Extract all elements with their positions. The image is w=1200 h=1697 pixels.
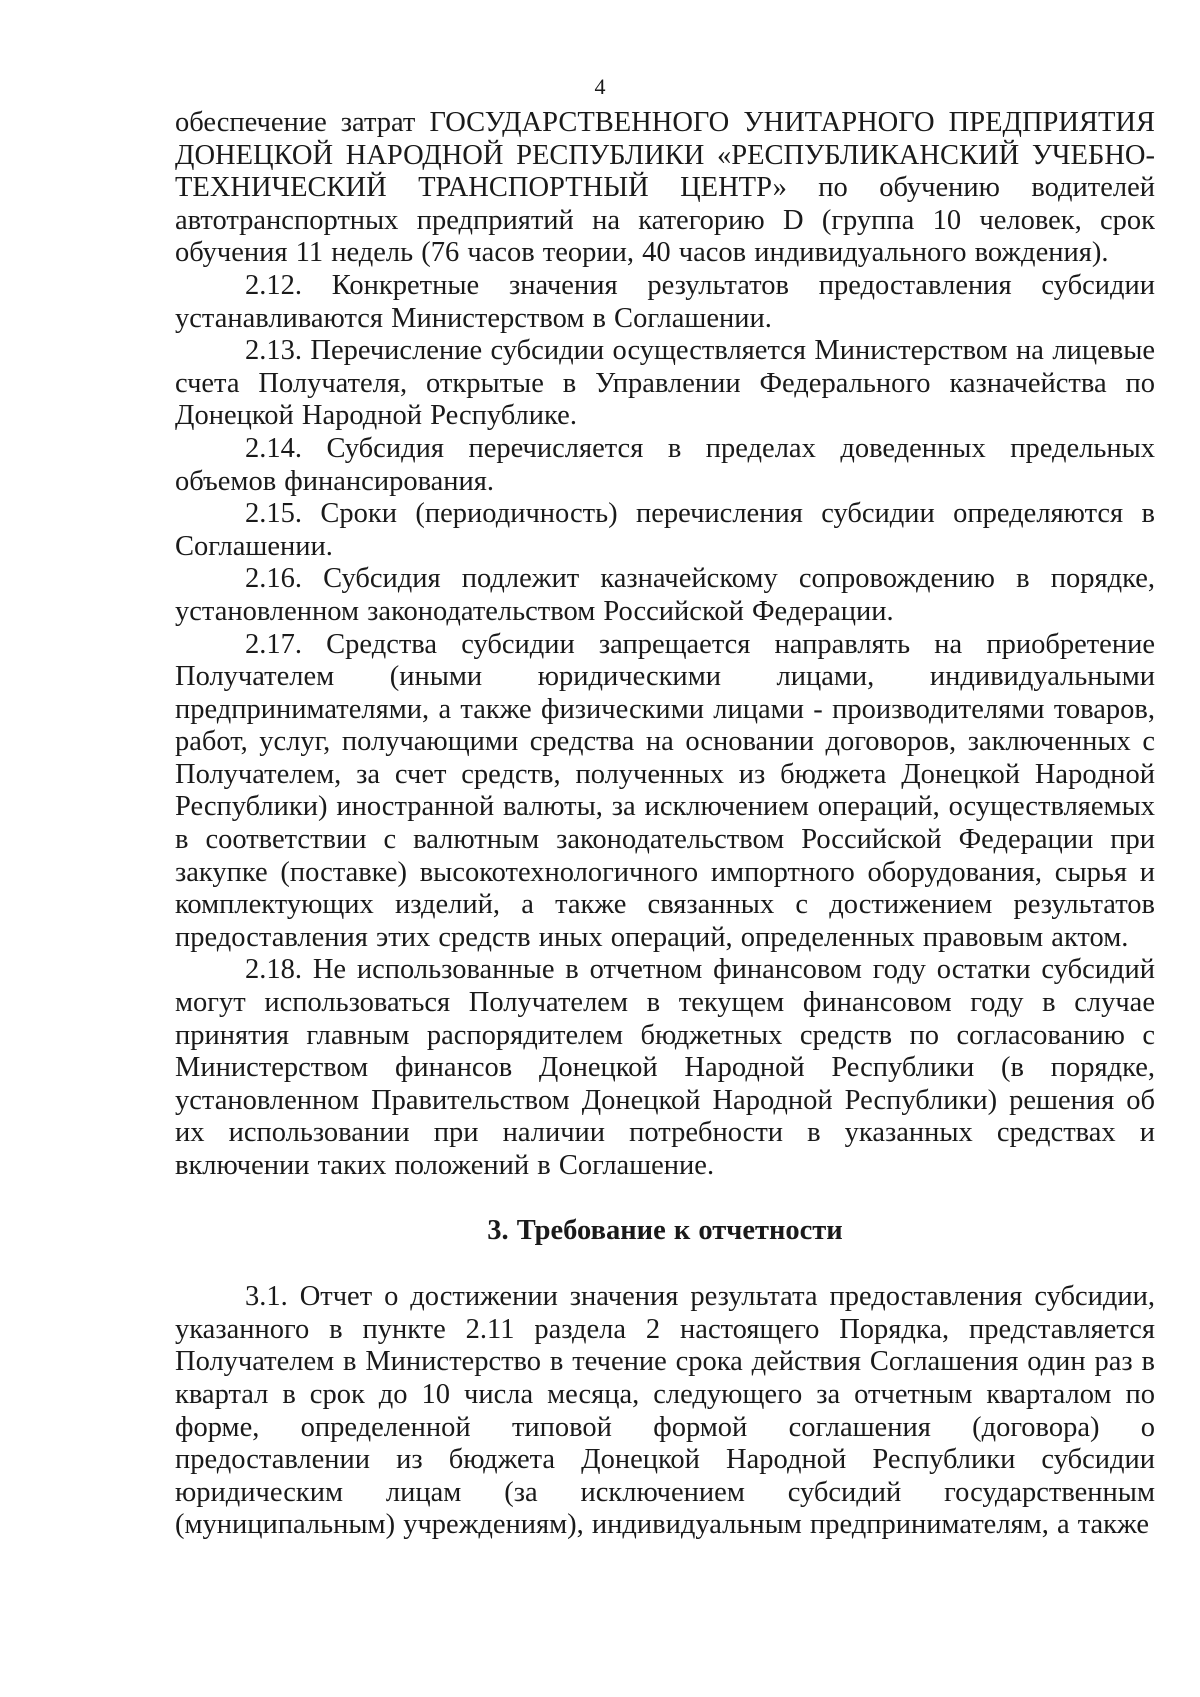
page-number: 4 — [594, 74, 606, 99]
paragraph-2-14: 2.14. Субсидия перечисляется в пределах доведенных предельных объемов финансирования. — [175, 432, 1155, 497]
paragraph-2-16: 2.16. Субсидия подлежит казначейскому сопровождению в порядке, установленном законодательством Российской Федерации. — [175, 563, 1155, 627]
document-body — [175, 107, 1155, 1542]
paragraph-3-1: 3.1. Отчет о достижении значения результата предоставления субсидии, указанного в пункте 2.11 раздела 2 настоящего Порядка, представляется Получателем в Министерство в течение срока действия Соглашения один раз в квартал в срок до 10 числа месяца, следующего за отчетным кварталом по форме, определенной типовой формой соглашения (договора) о предоставлении из бюджета Донецкой Народной Республики субсидии юридическим лицам (за исключением субсидий государственным (муниципальным) учреждениям), индивидуальным предпринимателям, а также — [175, 1281, 1155, 1541]
continuation-paragraph: обеспечение затрат ГОСУДАРСТВЕННОГО УНИТАРНОГО ПРЕДПРИЯТИЯ ДОНЕЦКОЙ НАРОДНОЙ РЕСПУБЛИКИ «РЕСПУБЛИКАНСКИЙ УЧЕБНО-ТЕХНИЧЕСКИЙ ТРАНСПОРТНЫЙ ЦЕНТР» по обучению водителей автотранспортных предприятий на категорию D (группа 10 человек, срок обучения 11 недель (76 часов теории, 40 часов индивидуального вождения). — [175, 107, 1155, 269]
paragraph-2-17: 2.17. Средства субсидии запрещается направлять на приобретение Получателем (иными юридическими лицами, индивидуальными предпринимателями, а также физическими лицами - производителями товаров, работ, услуг, получающими средства на основании договоров, заключенных с Получателем, за счет средств, полученных из бюджета Донецкой Народной Республики) иностранной валюты, за исключением операций, осуществляемых в соответствии с валютным законодательством Российской Федерации при закупке (поставке) высокотехнологичного импортного оборудования, сырья и комплектующих изделий, а также связанных с достижением результатов предоставления этих средств иных операций, определенных правовым актом. — [175, 628, 1155, 953]
paragraph-2-13: 2.13. Перечисление субсидии осуществляется Министерством на лицевые счета Получателя, открытые в Управлении Федерального казначейства по Донецкой Народной Республике. — [175, 335, 1155, 432]
paragraph-2-15: 2.15. Сроки (периодичность) перечисления субсидии определяются в Соглашении. — [175, 498, 1155, 562]
paragraph-2-18: 2.18. Не использованные в отчетном финансовом году остатки субсидий могут использоваться Получателем в текущем финансовом году в случае принятия главным распорядителем бюджетных средств по согласованию с Министерством финансов Донецкой Народной Республики (в порядке, установленном Правительством Донецкой Народной Республики) решения об их использовании при наличии потребности в указанных средствах и включении таких положений в Соглашение. — [175, 954, 1155, 1181]
section-heading: 3. Требование к отчетности — [487, 1214, 843, 1246]
paragraph-2-12: 2.12. Конкретные значения результатов предоставления субсидии устанавливаются Министерством в Соглашении. — [175, 269, 1155, 334]
